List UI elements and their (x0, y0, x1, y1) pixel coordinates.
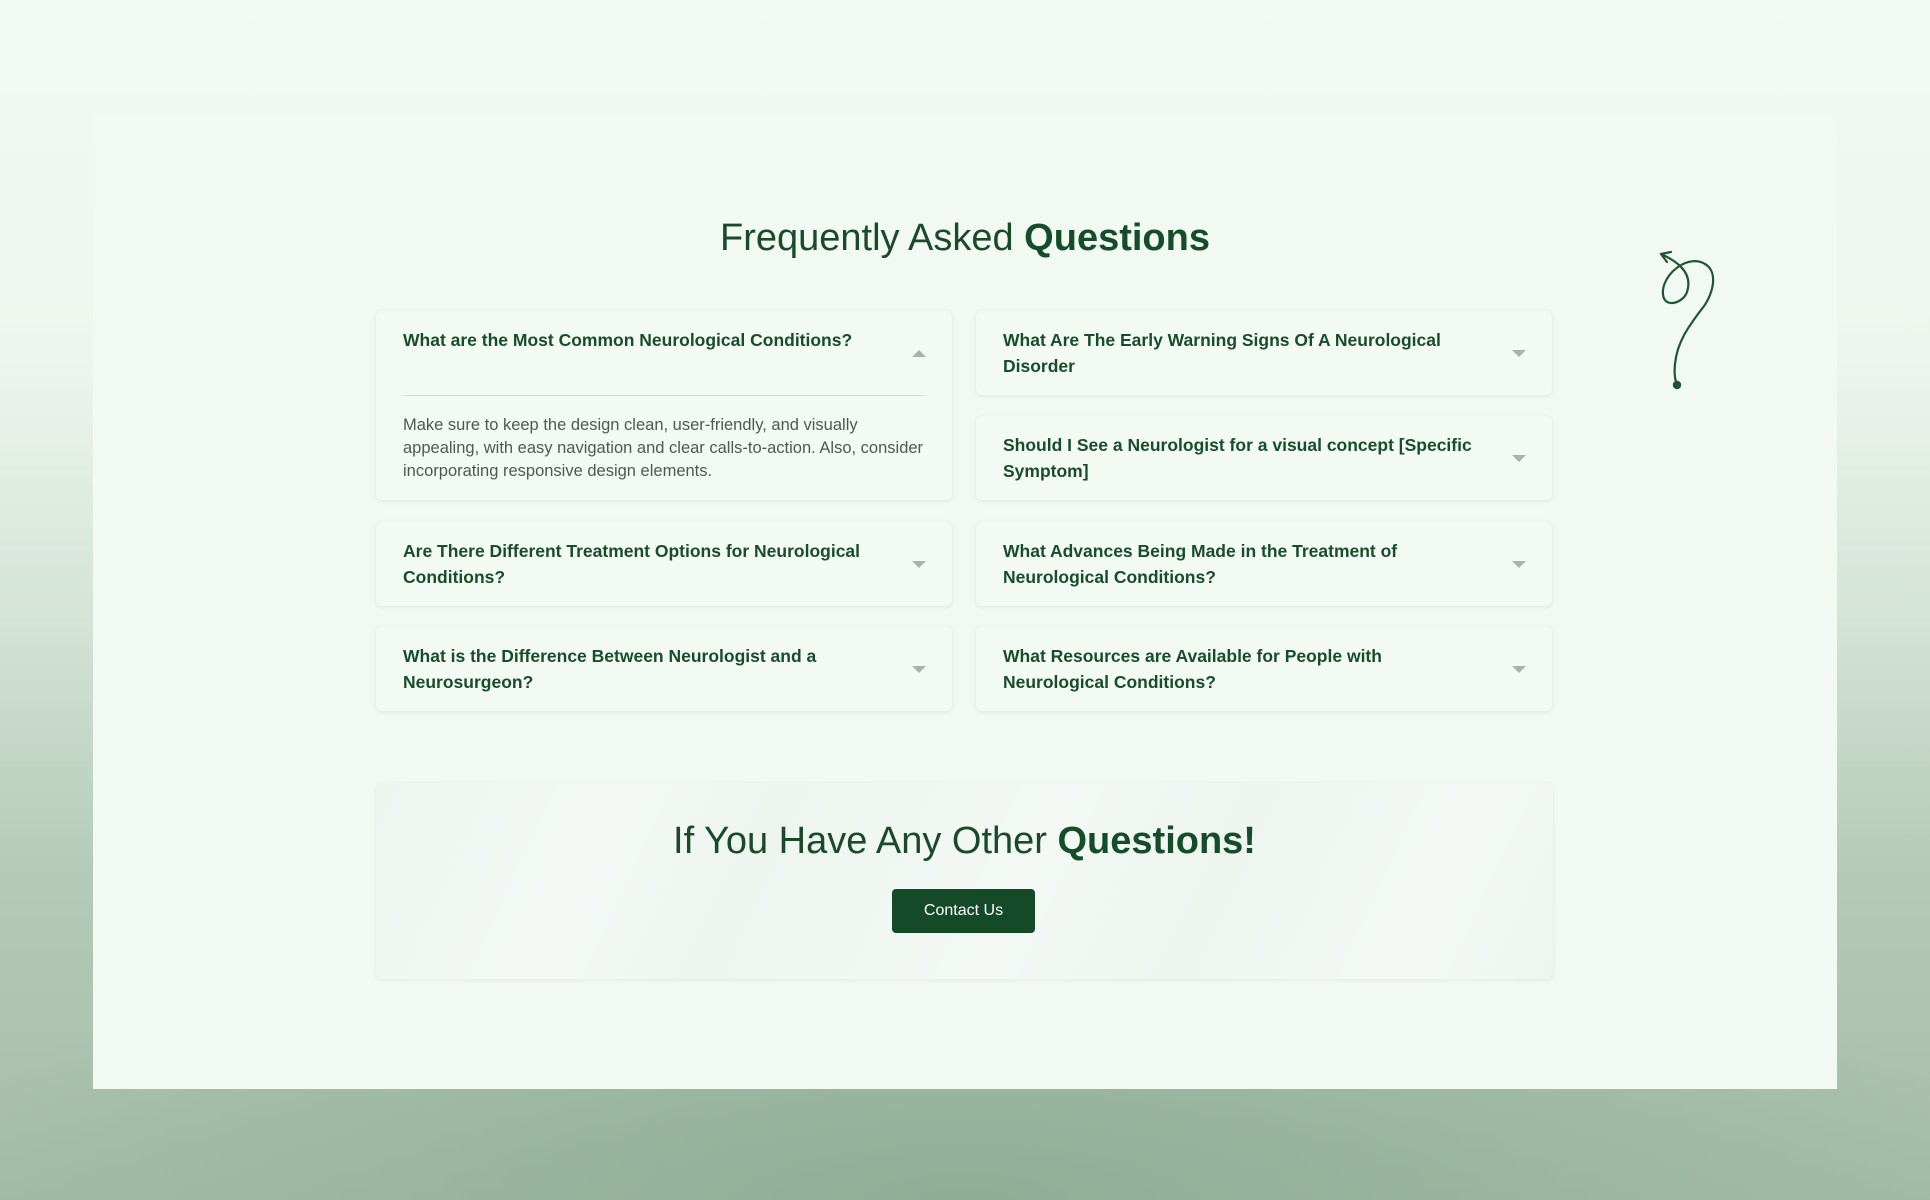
faq-item-treatment-options[interactable] (376, 522, 952, 606)
faq-item-treatment-advances[interactable] (976, 522, 1552, 606)
faq-item-header[interactable] (376, 627, 952, 711)
faq-item-header[interactable] (376, 522, 952, 606)
faq-item-header[interactable] (976, 522, 1552, 606)
faq-question: What is the Difference Between Neurologist and a Neurosurgeon? (403, 646, 817, 692)
caret-down-icon[interactable] (1510, 345, 1528, 361)
faq-item-neurologist-vs-neurosurgeon[interactable] (376, 627, 952, 711)
faq-title (93, 209, 1837, 267)
faq-item-header[interactable] (376, 311, 952, 395)
faq-question: What Advances Being Made in the Treatment of Neurological Conditions? (1003, 541, 1398, 587)
caret-down-icon[interactable] (910, 661, 928, 677)
faq-answer: Make sure to keep the design clean, user-friendly, and visually appealing, with easy navigation and clear calls-to-action. Also, consider incorporating responsive design elements. (403, 416, 924, 480)
faq-title-light: Frequently Asked (720, 217, 1014, 259)
contact-title-light: If You Have Any Other (673, 820, 1047, 862)
caret-down-icon[interactable] (910, 556, 928, 572)
faq-item-header[interactable] (976, 311, 1552, 395)
faq-question: What Resources are Available for People with Neurological Conditions? (1003, 646, 1382, 692)
contact-us-button[interactable]: Contact Us (892, 889, 1035, 933)
contact-title-bold: Questions! (1057, 820, 1256, 862)
faq-item-see-neurologist[interactable] (976, 416, 1552, 500)
question-mark-doodle-icon (1653, 244, 1743, 404)
caret-down-icon[interactable] (1510, 450, 1528, 466)
contact-title (376, 814, 1553, 868)
faq-section (93, 114, 1837, 1089)
faq-item-header[interactable] (976, 627, 1552, 711)
faq-item-warning-signs[interactable] (976, 311, 1552, 395)
faq-item-resources[interactable] (976, 627, 1552, 711)
faq-title-bold: Questions (1024, 217, 1210, 259)
caret-up-icon[interactable] (910, 345, 928, 361)
faq-item-header[interactable] (976, 416, 1552, 500)
faq-item-common-conditions[interactable] (376, 311, 952, 500)
faq-question: Are There Different Treatment Options for Neurological Conditions? (403, 541, 861, 587)
contact-cta (376, 783, 1553, 979)
faq-question: What are the Most Common Neurological Conditions? (403, 330, 853, 350)
caret-down-icon[interactable] (1510, 556, 1528, 572)
faq-question: Should I See a Neurologist for a visual concept [Specific Symptom] (1003, 435, 1472, 481)
caret-down-icon[interactable] (1510, 661, 1528, 677)
faq-question: What Are The Early Warning Signs Of A Neurological Disorder (1003, 330, 1441, 376)
